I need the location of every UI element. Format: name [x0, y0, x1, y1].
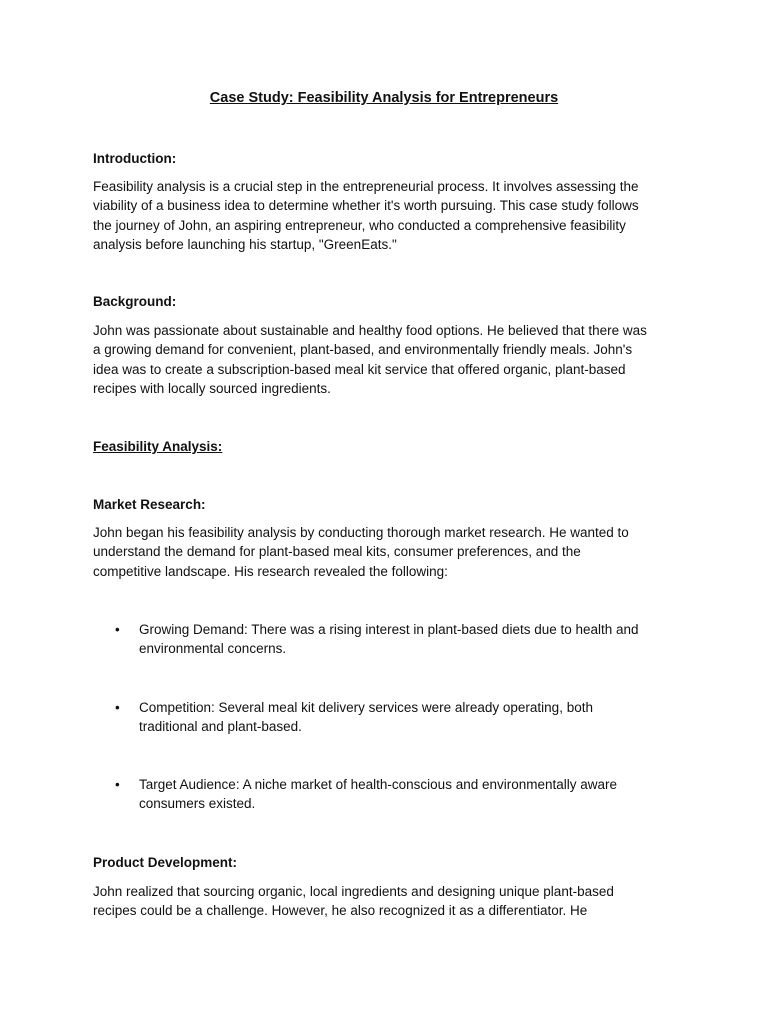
introduction-paragraph [93, 177, 693, 255]
paragraph-line: the journey of John, an aspiring entrepreneur, who conducted a comprehensive feasibility [93, 217, 626, 233]
bullet-icon: • [115, 700, 120, 715]
bullet-line: Target Audience: A niche market of health-conscious and environmentally aware [139, 777, 618, 792]
bullet-text [139, 775, 693, 814]
paragraph-line: understand the demand for plant-based meal kits, consumer preferences, and the [93, 544, 581, 560]
paragraph-line: recipes could be a challenge. However, he also recognized it as a differentiator. He [93, 903, 588, 919]
bullet-icon: • [115, 777, 120, 792]
product-development-paragraph [93, 882, 693, 921]
bullet-text [139, 698, 693, 737]
paragraph-line: John began his feasibility analysis by conducting thorough market research. He wanted to [93, 525, 629, 540]
paragraph-line: viability of a business idea to determine whether it's worth pursuing. This case study follows [93, 198, 639, 214]
paragraph-line: John was passionate about sustainable and healthy food options. He believed that there was [93, 323, 647, 338]
list-item [93, 698, 693, 737]
paragraph-line: John realized that sourcing organic, local ingredients and designing unique plant-based [93, 884, 614, 899]
market-research-paragraph [93, 523, 693, 581]
paragraph-line: a growing demand for convenient, plant-based, and environmentally friendly meals. John's [93, 342, 633, 358]
paragraph-line: idea was to create a subscription-based meal kit service that offered organic, plant-based [93, 361, 626, 377]
market-research-heading: Market Research: [93, 497, 206, 512]
bullet-line: Competition: Several meal kit delivery services were already operating, both [139, 700, 593, 715]
list-item [93, 620, 693, 659]
product-development-heading: Product Development: [93, 855, 238, 870]
paragraph-line: Feasibility analysis is a crucial step in the entrepreneurial process. It involves assessing the [93, 179, 639, 194]
bullet-line: traditional and plant-based. [139, 719, 302, 735]
bullet-line: consumers existed. [139, 796, 256, 812]
bullet-text [139, 620, 693, 659]
introduction-heading: Introduction: [93, 151, 177, 166]
paragraph-line: recipes with locally sourced ingredients. [93, 381, 331, 397]
bullet-line: Growing Demand: There was a rising interest in plant-based diets due to health and [139, 622, 639, 637]
list-item [93, 775, 693, 814]
feasibility-analysis-heading: Feasibility Analysis: [93, 439, 223, 454]
background-paragraph [93, 321, 693, 399]
paragraph-line: competitive landscape. His research revealed the following: [93, 563, 448, 579]
background-heading: Background: [93, 294, 177, 309]
bullet-icon: • [115, 622, 120, 637]
bullet-line: environmental concerns. [139, 641, 287, 657]
paragraph-line: analysis before launching his startup, "GreenEats." [93, 237, 397, 253]
document-title: Case Study: Feasibility Analysis for Entrepreneurs [209, 90, 559, 106]
